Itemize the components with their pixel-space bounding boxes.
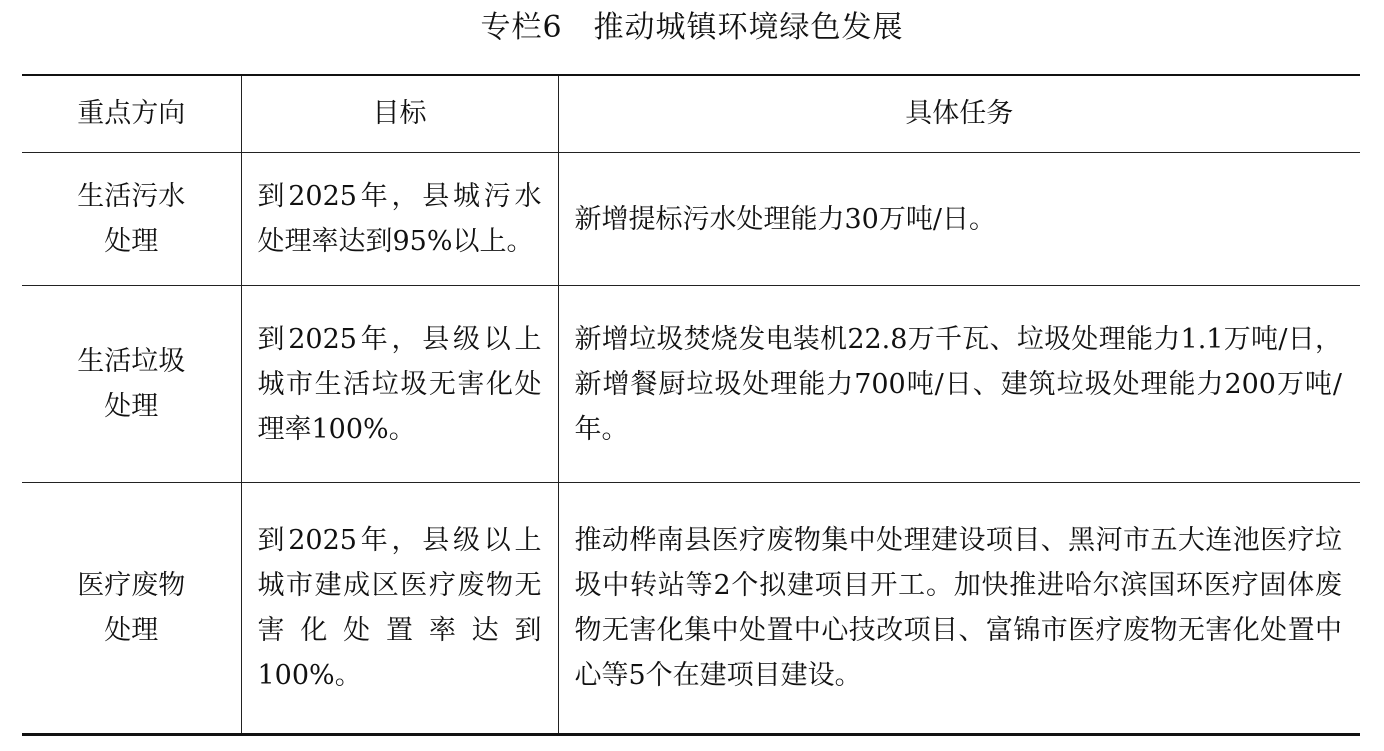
goal-cell: 到2025年，县级以上城市生活垃圾无害化处理率100%。 (241, 286, 558, 483)
tasks-cell: 新增提标污水处理能力30万吨/日。 (558, 153, 1360, 286)
table-row (22, 153, 1360, 286)
direction-line: 医疗废物 (77, 570, 186, 601)
direction-cell (22, 286, 241, 483)
direction-cell (22, 483, 241, 735)
header-direction: 重点方向 (22, 75, 241, 153)
direction-line: 生活垃圾 (77, 346, 186, 377)
tasks-cell: 推动桦南县医疗废物集中处理建设项目、黑河市五大连池医疗垃圾中转站等2个拟建项目开工。加快推进哈尔滨国环医疗固体废物无害化集中处置中心技改项目、富锦市医疗废物无害化处置中心等5个在建项目建设。 (558, 483, 1360, 735)
header-goal: 目标 (241, 75, 558, 153)
header-tasks: 具体任务 (558, 75, 1360, 153)
tasks-cell: 新增垃圾焚烧发电装机22.8万千瓦、垃圾处理能力1.1万吨/日，新增餐厨垃圾处理能力700吨/日、建筑垃圾处理能力200万吨/年。 (558, 286, 1360, 483)
direction-line: 处理 (104, 226, 159, 257)
direction-line: 处理 (104, 615, 159, 646)
direction-line: 处理 (104, 391, 159, 422)
direction-line: 生活污水 (77, 181, 186, 212)
green-development-table (22, 74, 1360, 736)
column-title: 专栏6 推动城镇环境绿色发展 (480, 10, 904, 45)
goal-cell: 到2025年，县级以上城市建成区医疗废物无害化处置率达到100%。 (241, 483, 558, 735)
table-row (22, 286, 1360, 483)
goal-cell: 到2025年，县城污水处理率达到95%以上。 (241, 153, 558, 286)
direction-cell (22, 153, 241, 286)
table-row (22, 483, 1360, 735)
table-header-row (22, 75, 1360, 153)
